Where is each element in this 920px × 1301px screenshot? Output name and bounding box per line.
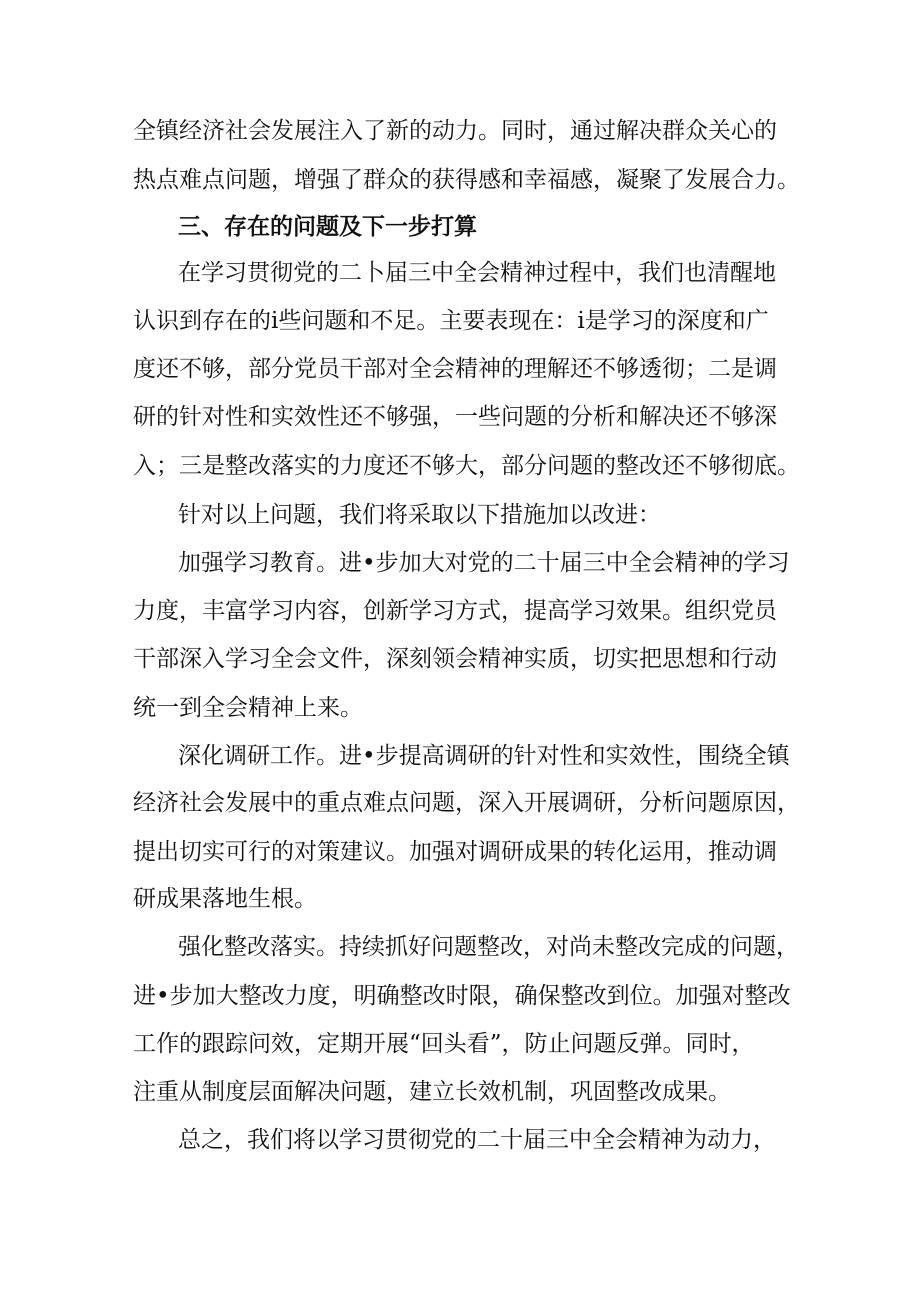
section-heading: 三、存在的问题及下一步打算 bbox=[178, 214, 477, 240]
text-line-8: 入；三是整改落实的力度还不够大，部分问题的整改还不够彻底。 bbox=[133, 453, 800, 479]
text-line-22: 总之，我们将以学习贯彻党的二十届三中全会精神为动力， bbox=[178, 1127, 776, 1153]
text-line-20: 工作的跟踪问效，定期开展“回头看”，防止问题反弹。同时， bbox=[133, 1031, 755, 1057]
text-line-6: 度还不够，部分党员干部对全会精神的理解还不够透彻；二是调 bbox=[133, 356, 777, 382]
text-line-11: 力度，丰富学习内容，创新学习方式，提高学习效果。组织党员 bbox=[133, 598, 777, 624]
text-line-7: 研的针对性和实效性还不够强，一些问题的分析和解决还不够深 bbox=[133, 404, 777, 430]
text-line-5: 认识到存在的i些问题和不足。主要表现在：i是学习的深度和广 bbox=[133, 308, 769, 334]
text-line-18: 强化整改落实。持续抓好问题整改，对尚未整改完成的问题， bbox=[178, 934, 799, 960]
text-line-10: 加强学习教育。进•步加大对党的二十届三中全会精神的学习 bbox=[178, 550, 790, 576]
text-line-15: 经济社会发展中的重点难点问题，深入开展调研，分析问题原因， bbox=[133, 790, 800, 816]
text-line-9: 针对以上问题，我们将采取以下措施加以改进： bbox=[178, 502, 661, 528]
text-line-12: 干部深入学习全会文件，深刻领会精神实质，切实把思想和行动 bbox=[133, 646, 777, 672]
text-line-1: 全镇经济社会发展注入了新的动力。同时，通过解决群众关心的 bbox=[133, 118, 777, 144]
text-line-21: 注重从制度层面解决问题，建立长效机制，巩固整改成果。 bbox=[133, 1079, 731, 1105]
text-line-16: 提出切实可行的对策建议。加强对调研成果的转化运用，推动调 bbox=[133, 839, 777, 865]
text-line-13: 统一到全会精神上来。 bbox=[133, 695, 363, 721]
text-line-17: 研成果落地生根。 bbox=[133, 886, 317, 912]
text-line-2: 热点难点问题，增强了群众的获得感和幸福感，凝聚了发展合力。 bbox=[133, 167, 800, 193]
text-line-19: 进•步加大整改力度，明确整改时限，确保整改到位。加强对整改 bbox=[133, 983, 791, 1009]
text-line-4: 在学习贯彻党的二卜届三中全会精神过程中，我们也清醒地 bbox=[178, 260, 776, 286]
text-line-14: 深化调研工作。进•步提高调研的针对性和实效性，围绕全镇 bbox=[178, 743, 790, 769]
